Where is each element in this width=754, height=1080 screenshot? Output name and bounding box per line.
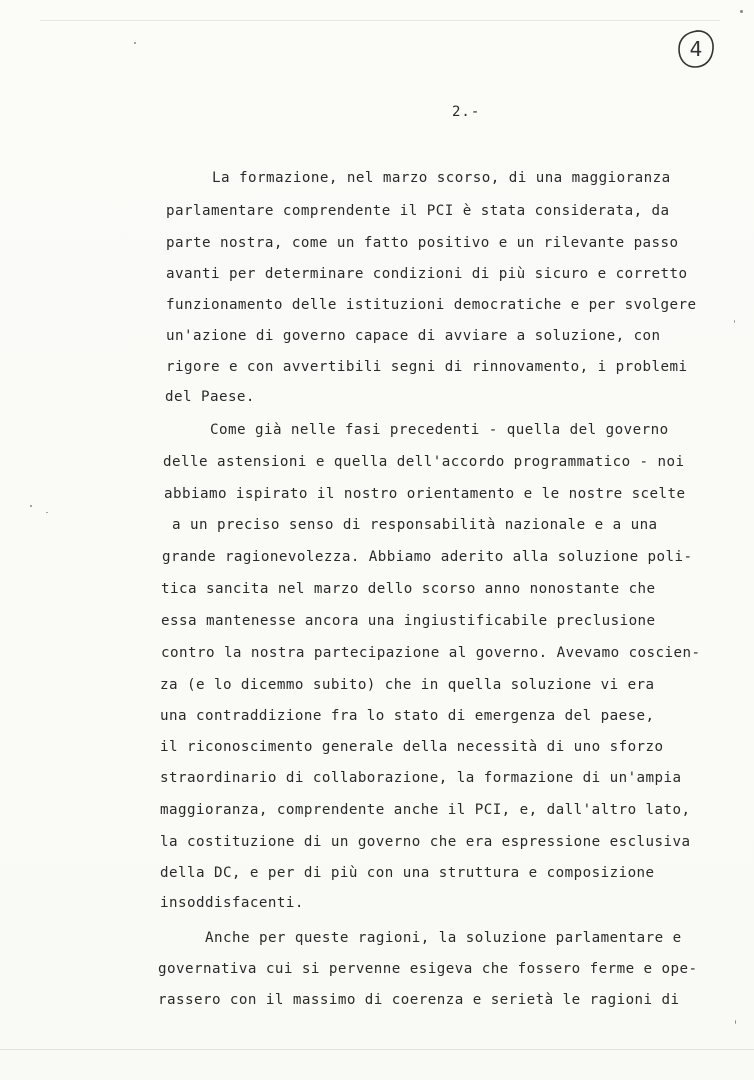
text-line: La formazione, nel marzo scorso, di una maggioranza <box>212 170 671 186</box>
text-line: delle astensioni e quella dell'accordo programmatico - noi <box>163 454 685 470</box>
text-line: rigore e con avvertibili segni di rinnovamento, i problemi <box>166 359 688 375</box>
text-line: maggioranza, comprendente anche il PCI, e, dall'altro lato, <box>160 802 691 818</box>
circled-page-number-text: 4 <box>689 37 703 61</box>
text-line: il riconoscimento generale della necessità di uno sforzo <box>160 739 664 755</box>
text-line: Come già nelle fasi precedenti - quella del governo <box>210 422 669 438</box>
text-line: del Paese. <box>165 389 255 405</box>
text-line: essa mantenesse ancora una ingiustificabile preclusione <box>161 613 656 629</box>
page-number: 2.- <box>452 104 481 120</box>
text-line: grande ragionevolezza. Abbiamo aderito alla soluzione poli- <box>162 549 693 565</box>
scan-speck <box>134 42 136 44</box>
scan-speck <box>30 505 32 507</box>
text-line: della DC, e per di più con una struttura e composizione <box>160 865 655 881</box>
scan-speck <box>734 320 735 323</box>
text-line: contro la nostra partecipazione al governo. Avevamo coscien- <box>161 645 701 661</box>
text-line: governativa cui si pervenne esigeva che fossero ferme e ope- <box>158 961 698 977</box>
text-line: rassero con il massimo di coerenza e serietà le ragioni di <box>158 992 680 1008</box>
text-line: una contraddizione fra lo stato di emergenza del paese, <box>160 708 655 724</box>
page-bottom-edge <box>0 1049 754 1050</box>
text-line: Anche per queste ragioni, la soluzione parlamentare e <box>205 930 682 946</box>
text-line: straordinario di collaborazione, la formazione di un'ampia <box>160 770 682 786</box>
text-line: insoddisfacenti. <box>160 895 304 911</box>
page-top-edge <box>40 20 720 21</box>
text-line: un'azione di governo capace di avviare a soluzione, con <box>166 328 661 344</box>
scan-speck <box>735 1020 736 1024</box>
text-line: la costituzione di un governo che era espressione esclusiva <box>160 834 691 850</box>
circled-page-number <box>676 28 716 70</box>
text-line: parte nostra, come un fatto positivo e un rilevante passo <box>166 235 679 251</box>
scan-speck <box>740 10 743 13</box>
text-line: a un preciso senso di responsabilità nazionale e a una <box>172 517 658 533</box>
text-line: abbiamo ispirato il nostro orientamento e le nostre scelte <box>164 486 686 502</box>
scan-speck <box>46 512 48 513</box>
text-line: funzionamento delle istituzioni democratiche e per svolgere <box>166 297 697 313</box>
text-line: tica sancita nel marzo dello scorso anno nonostante che <box>161 581 656 597</box>
text-line: za (e lo dicemmo subito) che in quella soluzione vi era <box>160 677 655 693</box>
text-line: avanti per determinare condizioni di più sicuro e corretto <box>166 266 688 282</box>
text-line: parlamentare comprendente il PCI è stata considerata, da <box>166 203 670 219</box>
